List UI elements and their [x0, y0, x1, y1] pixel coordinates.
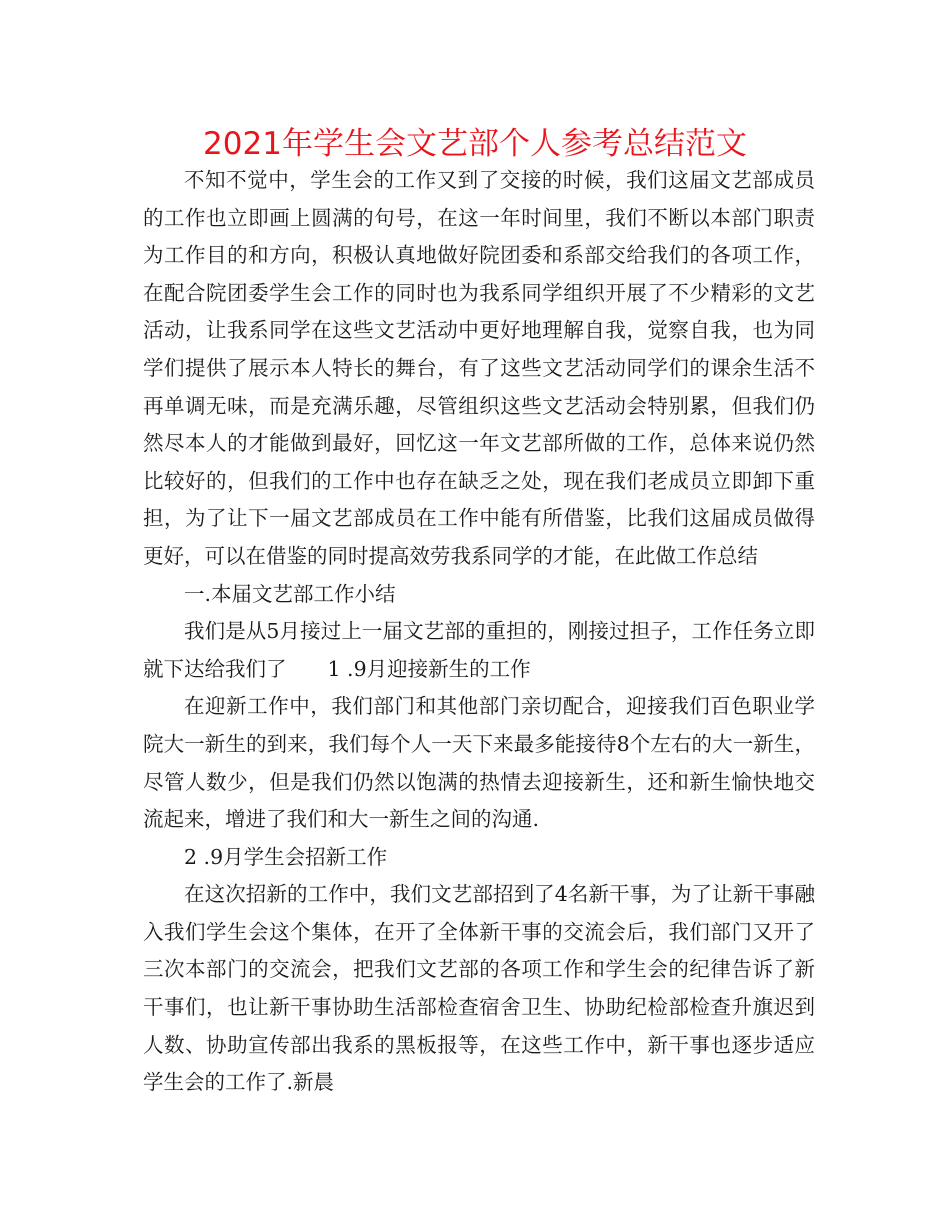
subheading-recruitment: 2 .9月学生会招新工作: [184, 844, 388, 869]
document-body: [143, 162, 815, 1102]
section-heading-summary: 一.本届文艺部工作小结: [184, 581, 396, 606]
paragraph-intro: 不知不觉中，学生会的工作又到了交接的时候，我们这届文艺部成员的工作也立即画上圆满的句号，在这一年时间里，我们不断以本部门职责为工作目的和方向，积极认真地做好院团委和系部交给我们的各项工作，在配合院团委学生会工作的同时也为我系同学组织开展了不少精彩的文艺活动，让我系同学在这些文艺活动中更好地理解自我，觉察自我，也为同学们提供了展示本人特长的舞台，有了这些文艺活动同学们的课余生活不再单调无味，而是充满乐趣，尽管组织这些文艺活动会特别累，但我们仍然尽本人的才能做到最好，回忆这一年文艺部所做的工作，总体来说仍然比较好的，但我们的工作中也存在缺乏之处，现在我们老成员立即卸下重担，为了让下一届文艺部成员在工作中能有所借鉴，比我们这届成员做得更好，可以在借鉴的同时提高效劳我系同学的才能，在此做工作总结: [143, 168, 815, 568]
paragraph-recruitment: 在这次招新的工作中，我们文艺部招到了4名新干事，为了让新干事融入我们学生会这个集体，在开了全体新干事的交流会后，我们部门又开了三次本部门的交流会，把我们文艺部的各项工作和学生会的纪律告诉了新干事们，也让新干事协助生活部检查宿舍卫生、协助纪检部检查升旗迟到人数、协助宣传部出我系的黑板报等，在这些工作中，新干事也逐步适应学生会的工作了.新晨: [143, 882, 815, 1095]
paragraph-takeover: 我们是从5月接过上一届文艺部的重担的，刚接过担子，工作任务立即就下达给我们了 1 .9月迎接新生的工作: [143, 619, 815, 681]
document-title: 2021年学生会文艺部个人参考总结范文: [203, 126, 747, 162]
paragraph-welcome-freshmen: 在迎新工作中，我们部门和其他部门亲切配合，迎接我们百色职业学院大一新生的到来，我们每个人一天下来最多能接待8个左右的大一新生，尽管人数少，但是我们仍然以饱满的热情去迎接新生，还和新生愉快地交流起来，增进了我们和大一新生之间的沟通.: [143, 694, 815, 832]
